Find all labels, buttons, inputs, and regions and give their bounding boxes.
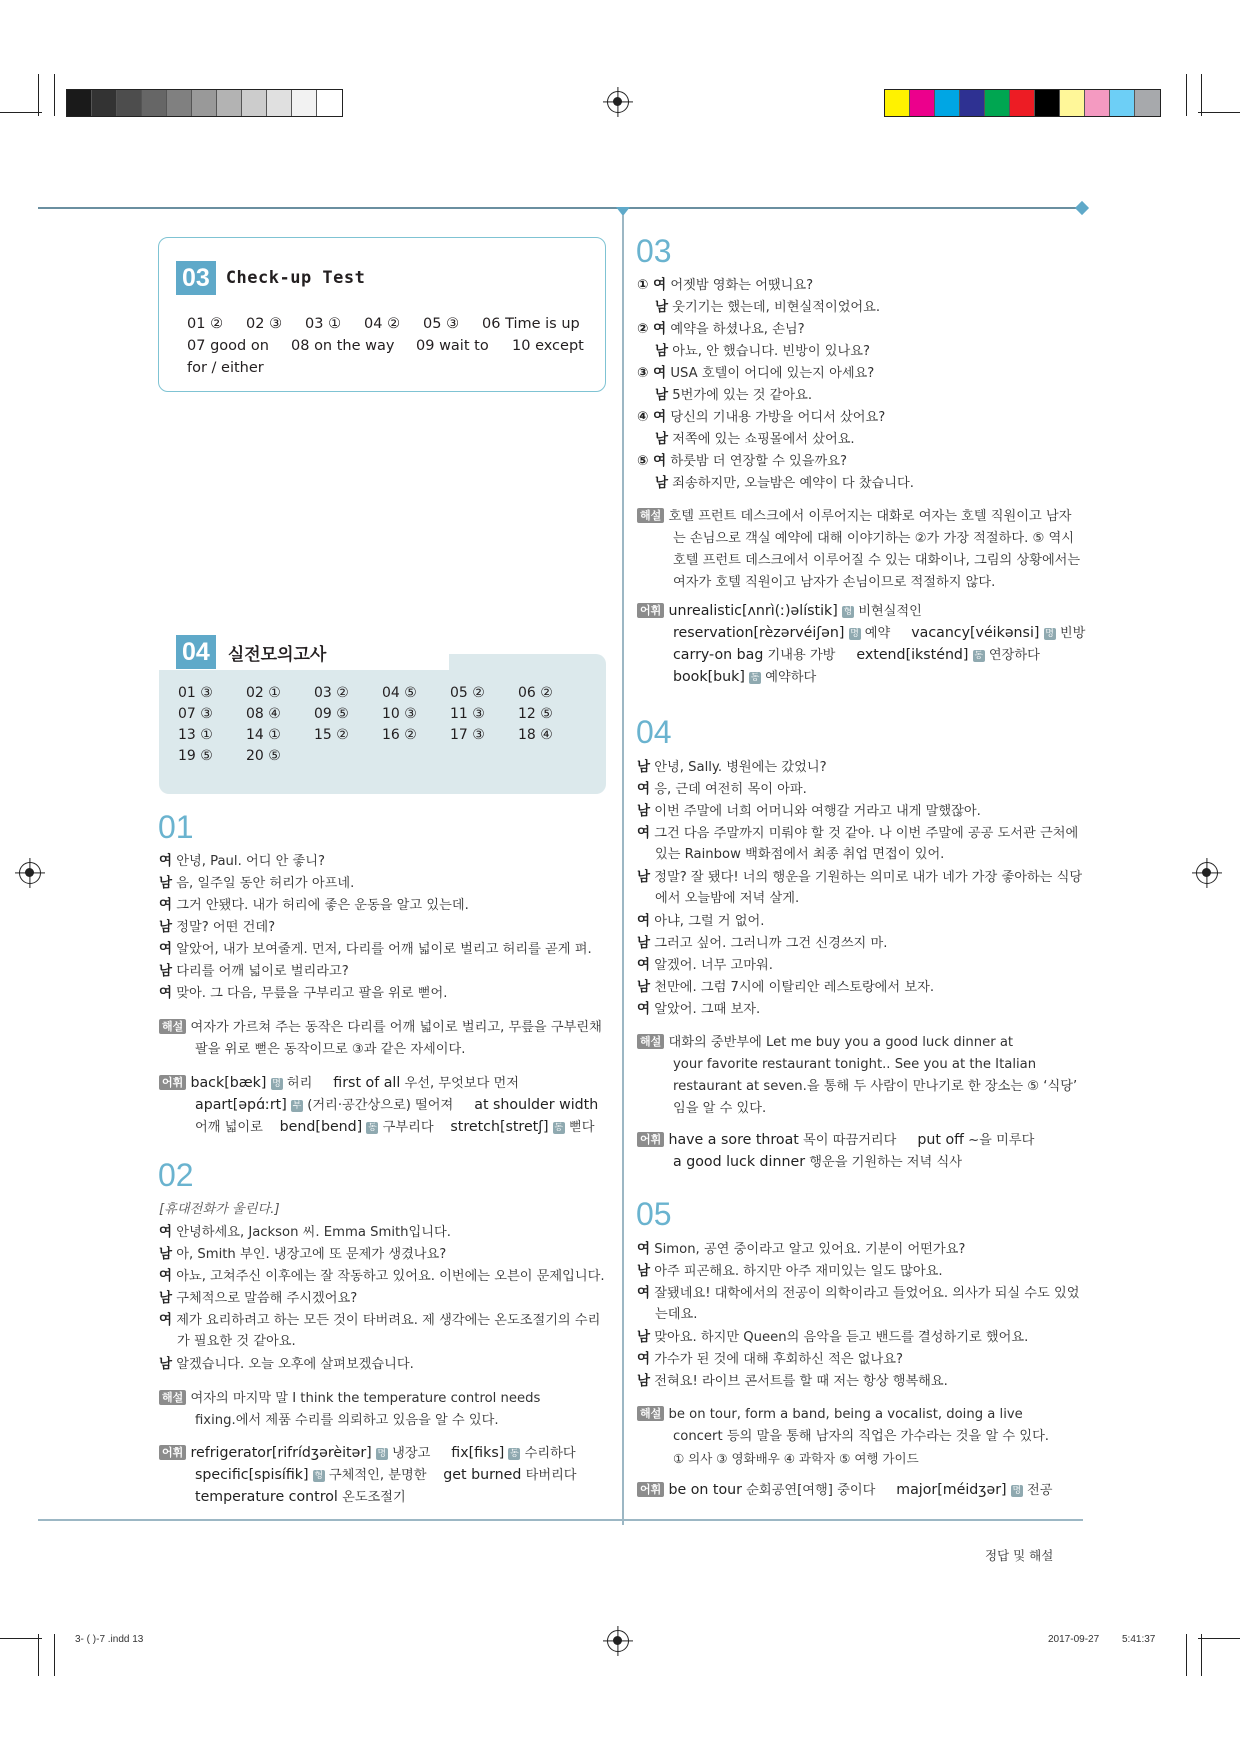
answer-item: 10 ③ — [382, 706, 417, 722]
checkup-row — [187, 313, 597, 335]
dialog-line: 여 그건 다음 주말까지 미뤄야 할 것 같아. 나 이번 주말에 공공 도서관 근처에 — [637, 825, 1079, 841]
crop-mark — [0, 112, 42, 113]
checkup-header — [176, 261, 365, 295]
answer-item: 03 ① — [305, 316, 342, 332]
answer-item: 01 ③ — [178, 685, 213, 701]
question-number: 02 — [158, 1157, 194, 1193]
answer-item: 15 ② — [314, 727, 349, 743]
color-swatch — [935, 90, 960, 116]
answer-item: 08 ④ — [246, 706, 281, 722]
answer-item: 12 ⑤ — [518, 706, 553, 722]
vocab-line: apart[əpɑ́ːrt] 부 (거리·공간상으로) 떨어져 at shoulder width — [195, 1097, 599, 1113]
dialog-line: 여 그거 안됐다. 내가 허리에 좋은 운동을 알고 있는데. — [159, 897, 469, 913]
registration-mark-icon — [19, 862, 41, 884]
vocab-tag: 어휘 — [159, 1445, 186, 1460]
gray-swatch — [242, 90, 267, 116]
answer-item: 09 wait to — [416, 338, 489, 354]
dialog-line: ④ 여 당신의 기내용 가방을 어디서 샀어요? — [637, 409, 886, 425]
question-number: 05 — [636, 1196, 672, 1232]
dialog-line: 여 Simon, 공연 중이라고 알고 있어요. 기분이 어떤가요? — [637, 1241, 966, 1257]
dialog-line: 남 저쪽에 있는 쇼핑몰에서 샀어요. — [655, 431, 855, 447]
dialog-line: 남 정말? 잘 됐다! 너의 행운을 기원하는 의미로 내가 네가 가장 좋아하는 식당 — [637, 869, 1083, 885]
answer-item: 09 ⑤ — [314, 706, 349, 722]
vocab-line: 어휘 back[bæk] 명 허리 first of all 우선, 무엇보다 먼저 — [159, 1072, 519, 1095]
vocab-line: 어휘 be on tour 순회공연[여행] 중이다 major[méidʒər] 명 전공 — [637, 1479, 1052, 1502]
diamond-icon — [1075, 201, 1089, 215]
crop-mark — [54, 74, 55, 116]
mock-title: 실전모의고사 — [227, 644, 327, 665]
gray-swatch — [192, 90, 217, 116]
explanation-line: 해설 여자의 마지막 말 I think the temperature control needs — [159, 1388, 540, 1410]
answer-item: 17 ③ — [450, 727, 485, 743]
explanation-line: 해설 호텔 프런트 데스크에서 이루어지는 대화로 여자는 호텔 직원이고 남자 — [637, 506, 1071, 528]
question-number: 04 — [636, 714, 672, 750]
dialog-line: 남 5번가에 있는 것 같아요. — [655, 387, 813, 403]
explanation-line: fixing.에서 제품 수리를 의뢰하고 있음을 알 수 있다. — [195, 1413, 499, 1428]
situation-note: [휴대전화가 울린다.] — [159, 1202, 280, 1217]
dialog-line: 남 이번 주말에 너희 어머니와 여행갈 거라고 내게 말했잖아. — [637, 803, 981, 819]
color-swatch — [1085, 90, 1110, 116]
dialog-line: 남 아뇨, 안 했습니다. 빈방이 있나요? — [655, 343, 871, 359]
bottom-rule — [38, 1519, 1083, 1521]
color-swatch — [1035, 90, 1060, 116]
dialog-line: ③ 여 USA 호텔이 어디에 있는지 아세요? — [637, 365, 875, 381]
answer-item: 04 ② — [364, 316, 401, 332]
dialog-line: 는데요. — [655, 1307, 698, 1322]
answer-item: 13 ① — [178, 727, 213, 743]
crop-mark — [1201, 1634, 1202, 1676]
vocab-tag: 어휘 — [637, 1132, 664, 1147]
vocab-line: 어휘 refrigerator[rifrídʒərèitər] 명 냉장고 fix[fiks] 동 수리하다 — [159, 1442, 576, 1465]
crop-mark — [38, 1634, 39, 1676]
answer-item: 08 on the way — [291, 338, 395, 354]
dialog-line: 여 아냐, 그럴 거 없어. — [637, 913, 765, 929]
gray-swatch — [92, 90, 117, 116]
dialog-line: 여 맞아. 그 다음, 무릎을 구부리고 팔을 위로 뻗어. — [159, 985, 448, 1001]
explanation-line: 해설 be on tour, form a band, being a vocalist, doing a live — [637, 1404, 1023, 1426]
dialog-line: 있는 Rainbow 백화점에서 최종 취업 면접이 있어. — [655, 847, 945, 862]
vocab-line: temperature control 온도조절기 — [195, 1489, 406, 1505]
vocab-line: carry-on bag 기내용 가방 extend[iksténd] 동 연장하다 — [673, 647, 1040, 663]
dialog-line: 남 맞아요. 하지만 Queen의 음악을 듣고 밴드를 결성하기로 했어요. — [637, 1329, 1029, 1345]
dialog-line: 남 웃기기는 했는데, 비현실적이었어요. — [655, 299, 881, 315]
dialog-line: 남 정말? 어떤 건데? — [159, 919, 276, 935]
dialog-line: 남 다리를 어깨 넓이로 벌리라고? — [159, 963, 349, 979]
vocab-line: reservation[rèzərvéiʃən] 명 예약 vacancy[véikənsi] 명 빈방 — [673, 625, 1086, 641]
color-swatch — [1010, 90, 1035, 116]
answer-item: 01 ② — [187, 316, 224, 332]
gray-swatch — [292, 90, 317, 116]
answer-item: 20 ⑤ — [246, 748, 281, 764]
answer-item: 10 except — [512, 338, 584, 354]
answer-item: 16 ② — [382, 727, 417, 743]
vocab-line: 어휘 unrealistic[ʌnrì(ː)əlístik] 형 비현실적인 — [637, 600, 922, 623]
answer-item: 07 good on — [187, 338, 269, 354]
mock-badge: 04 — [176, 635, 216, 669]
checkup-title: Check-up Test — [225, 268, 366, 288]
answer-item: 14 ① — [246, 727, 281, 743]
top-rule — [38, 207, 1083, 209]
vocab-line: 어휘 have a sore throat 목이 따끔거리다 put off ~을 미루다 — [637, 1129, 1034, 1152]
dialog-line: 여 잘됐네요! 대학에서의 전공이 의학이라고 들었어요. 의사가 되실 수도 있었 — [637, 1285, 1080, 1301]
vocab-tag: 어휘 — [159, 1075, 186, 1090]
color-swatch — [1110, 90, 1135, 116]
dialog-line: 여 알았어, 내가 보여줄게. 먼저, 다리를 어깨 넓이로 벌리고 허리를 곧게 펴. — [159, 941, 592, 957]
dialog-line: ② 여 예약을 하셨나요, 손님? — [637, 321, 805, 337]
answer-item: 18 ④ — [518, 727, 553, 743]
explanation-line: ① 의사 ③ 영화배우 ④ 과학자 ⑤ 여행 가이드 — [673, 1451, 919, 1466]
crop-mark — [1201, 74, 1202, 116]
explanation-line: restaurant at seven.을 통해 두 사람이 만나기로 한 장소는 ⑤ ‘식당’ — [673, 1079, 1078, 1094]
dialog-line: ⑤ 여 하룻밤 더 연장할 수 있을까요? — [637, 453, 848, 469]
print-date: 2017-09-27 — [1048, 1634, 1100, 1645]
color-swatch — [910, 90, 935, 116]
explanation-line: 팔을 위로 뻗은 동작이므로 ③과 같은 자세이다. — [195, 1042, 466, 1057]
dialog-line: 여 제가 요리하려고 하는 모든 것이 타버려요. 제 생각에는 온도조절기의 수리 — [159, 1312, 601, 1328]
crop-mark — [1186, 1634, 1187, 1676]
answer-item: 05 ③ — [423, 316, 460, 332]
gray-swatch — [267, 90, 292, 116]
vocab-line: a good luck dinner 행운을 기원하는 저녁 식사 — [673, 1154, 962, 1170]
crop-mark — [1186, 74, 1187, 116]
gray-swatch — [217, 90, 242, 116]
vocab-line: specific[spisífik] 형 구체적인, 분명한 get burned 타버리다 — [195, 1467, 577, 1483]
dialog-line: 가 필요한 것 같아요. — [177, 1334, 296, 1349]
answer-item: 06 Time is up — [482, 316, 580, 332]
dialog-line: 남 아주 피곤해요. 하지만 아주 재미있는 일도 많아요. — [637, 1263, 943, 1279]
gray-swatch — [117, 90, 142, 116]
registration-mark-icon — [1196, 862, 1218, 884]
explanation-line: 호텔 프런트 데스크에서 이루어질 수 있는 대화이나, 그림의 상황에서는 — [673, 553, 1081, 568]
gray-swatch — [67, 90, 92, 116]
dialog-line: 남 그러고 싶어. 그러니까 그건 신경쓰지 마. — [637, 935, 888, 951]
color-swatch — [960, 90, 985, 116]
explanation-line: concert 등의 말을 통해 남자의 직업은 가수라는 것을 알 수 있다. — [673, 1429, 1050, 1444]
color-swatch — [985, 90, 1010, 116]
explanation-line: 해설 여자가 가르쳐 주는 동작은 다리를 어깨 넓이로 벌리고, 무릎을 구부린채 — [159, 1017, 602, 1039]
section-footer: 정답 및 해설 — [985, 1548, 1054, 1563]
dialog-line: ① 여 어젯밤 영화는 어땠니요? — [637, 277, 814, 293]
vocab-line: book[buk] 동 예약하다 — [673, 669, 817, 685]
dialog-line: 남 천만에. 그럼 7시에 이탈리안 레스토랑에서 보자. — [637, 979, 935, 995]
registration-mark-icon — [607, 1630, 629, 1652]
dialog-line: 여 안녕, Paul. 어디 안 좋니? — [159, 853, 326, 869]
dialog-line: 여 안녕하세요, Jackson 씨. Emma Smith입니다. — [159, 1224, 451, 1240]
process-color-bar — [884, 89, 1161, 117]
question-number: 03 — [636, 233, 672, 269]
dialog-line: 남 전혀요! 라이브 콘서트를 할 때 저는 항상 행복해요. — [637, 1373, 948, 1389]
answer-item: 19 ⑤ — [178, 748, 213, 764]
explanation-tag: 해설 — [637, 1406, 664, 1421]
dialog-line: 남 아, Smith 부인. 냉장고에 또 문제가 생겼나요? — [159, 1246, 447, 1262]
answer-item: 06 ② — [518, 685, 553, 701]
gray-color-bar — [66, 89, 343, 117]
color-swatch — [885, 90, 910, 116]
answer-item: 07 ③ — [178, 706, 213, 722]
explanation-tag: 해설 — [159, 1019, 186, 1034]
registration-mark-icon — [607, 91, 629, 113]
gray-swatch — [142, 90, 167, 116]
checkup-row — [187, 335, 597, 357]
dialog-line: 남 음, 일주일 동안 허리가 아프네. — [159, 875, 355, 891]
crop-mark — [0, 1638, 42, 1639]
explanation-tag: 해설 — [159, 1390, 186, 1405]
vocab-tag: 어휘 — [637, 603, 664, 618]
crop-mark — [54, 1634, 55, 1676]
color-swatch — [1135, 90, 1160, 116]
explanation-line: 여자가 호텔 직원이고 남자가 손님이므로 적절하지 않다. — [673, 575, 996, 590]
dialog-line: 에서 오늘밤에 저녁 살게. — [655, 891, 800, 906]
dialog-line: 남 알겠습니다. 오늘 오후에 살펴보겠습니다. — [159, 1356, 414, 1372]
mock-answer-grid — [178, 685, 586, 764]
explanation-line: your favorite restaurant tonight.. See you at the Italian — [673, 1057, 1037, 1072]
answer-item: 05 ② — [450, 685, 485, 701]
dialog-line: 여 가수가 된 것에 대해 후회하신 적은 없나요? — [637, 1351, 903, 1367]
dialog-line: 남 죄송하지만, 오늘밤은 예약이 다 찼습니다. — [655, 475, 914, 491]
crop-mark — [1198, 112, 1240, 113]
checkup-badge: 03 — [176, 261, 216, 295]
crop-mark — [38, 74, 39, 116]
explanation-tag: 해설 — [637, 1034, 664, 1049]
explanation-line: 해설 대화의 중반부에 Let me buy you a good luck dinner at — [637, 1032, 1013, 1054]
explanation-tag: 해설 — [637, 508, 664, 523]
dialog-line: 여 아뇨, 고쳐주신 이후에는 잘 작동하고 있어요. 이번에는 오븐이 문제입니다. — [159, 1268, 605, 1284]
dialog-line: 남 안녕, Sally. 병원에는 갔었니? — [637, 759, 827, 775]
dialog-line: 여 알았어. 그때 보자. — [637, 1001, 761, 1017]
answer-item: 11 ③ — [450, 706, 485, 722]
checkup-answers — [187, 313, 597, 379]
gray-swatch — [167, 90, 192, 116]
explanation-line: 는 손님으로 객실 예약에 대해 이야기하는 ②가 가장 적절하다. ⑤ 역시 — [673, 531, 1074, 546]
mock-header — [176, 635, 326, 669]
explanation-line: 임을 알 수 있다. — [673, 1101, 767, 1116]
question-number: 01 — [158, 809, 194, 845]
answer-item: 02 ① — [246, 685, 281, 701]
vocab-line: 어깨 넓이로 bend[bend] 동 구부리다 stretch[stretʃ] 동 뻗다 — [195, 1119, 595, 1135]
answer-item: 03 ② — [314, 685, 349, 701]
dialog-line: 남 구체적으로 말씀해 주시겠어요? — [159, 1290, 358, 1306]
gray-swatch — [317, 90, 342, 116]
crop-mark — [1198, 1638, 1240, 1639]
answer-item: 02 ③ — [246, 316, 283, 332]
column-divider — [622, 215, 624, 1525]
file-name: 3- ( )-7 .indd 13 — [75, 1634, 144, 1645]
dialog-line: 여 응, 근데 여전히 목이 아파. — [637, 781, 807, 797]
checkup-row: for / either — [187, 360, 264, 376]
color-swatch — [1060, 90, 1085, 116]
print-time: 5:41:37 — [1122, 1634, 1156, 1645]
vocab-tag: 어휘 — [637, 1482, 664, 1497]
dialog-line: 여 알겠어. 너무 고마워. — [637, 957, 773, 973]
answer-item: 04 ⑤ — [382, 685, 417, 701]
